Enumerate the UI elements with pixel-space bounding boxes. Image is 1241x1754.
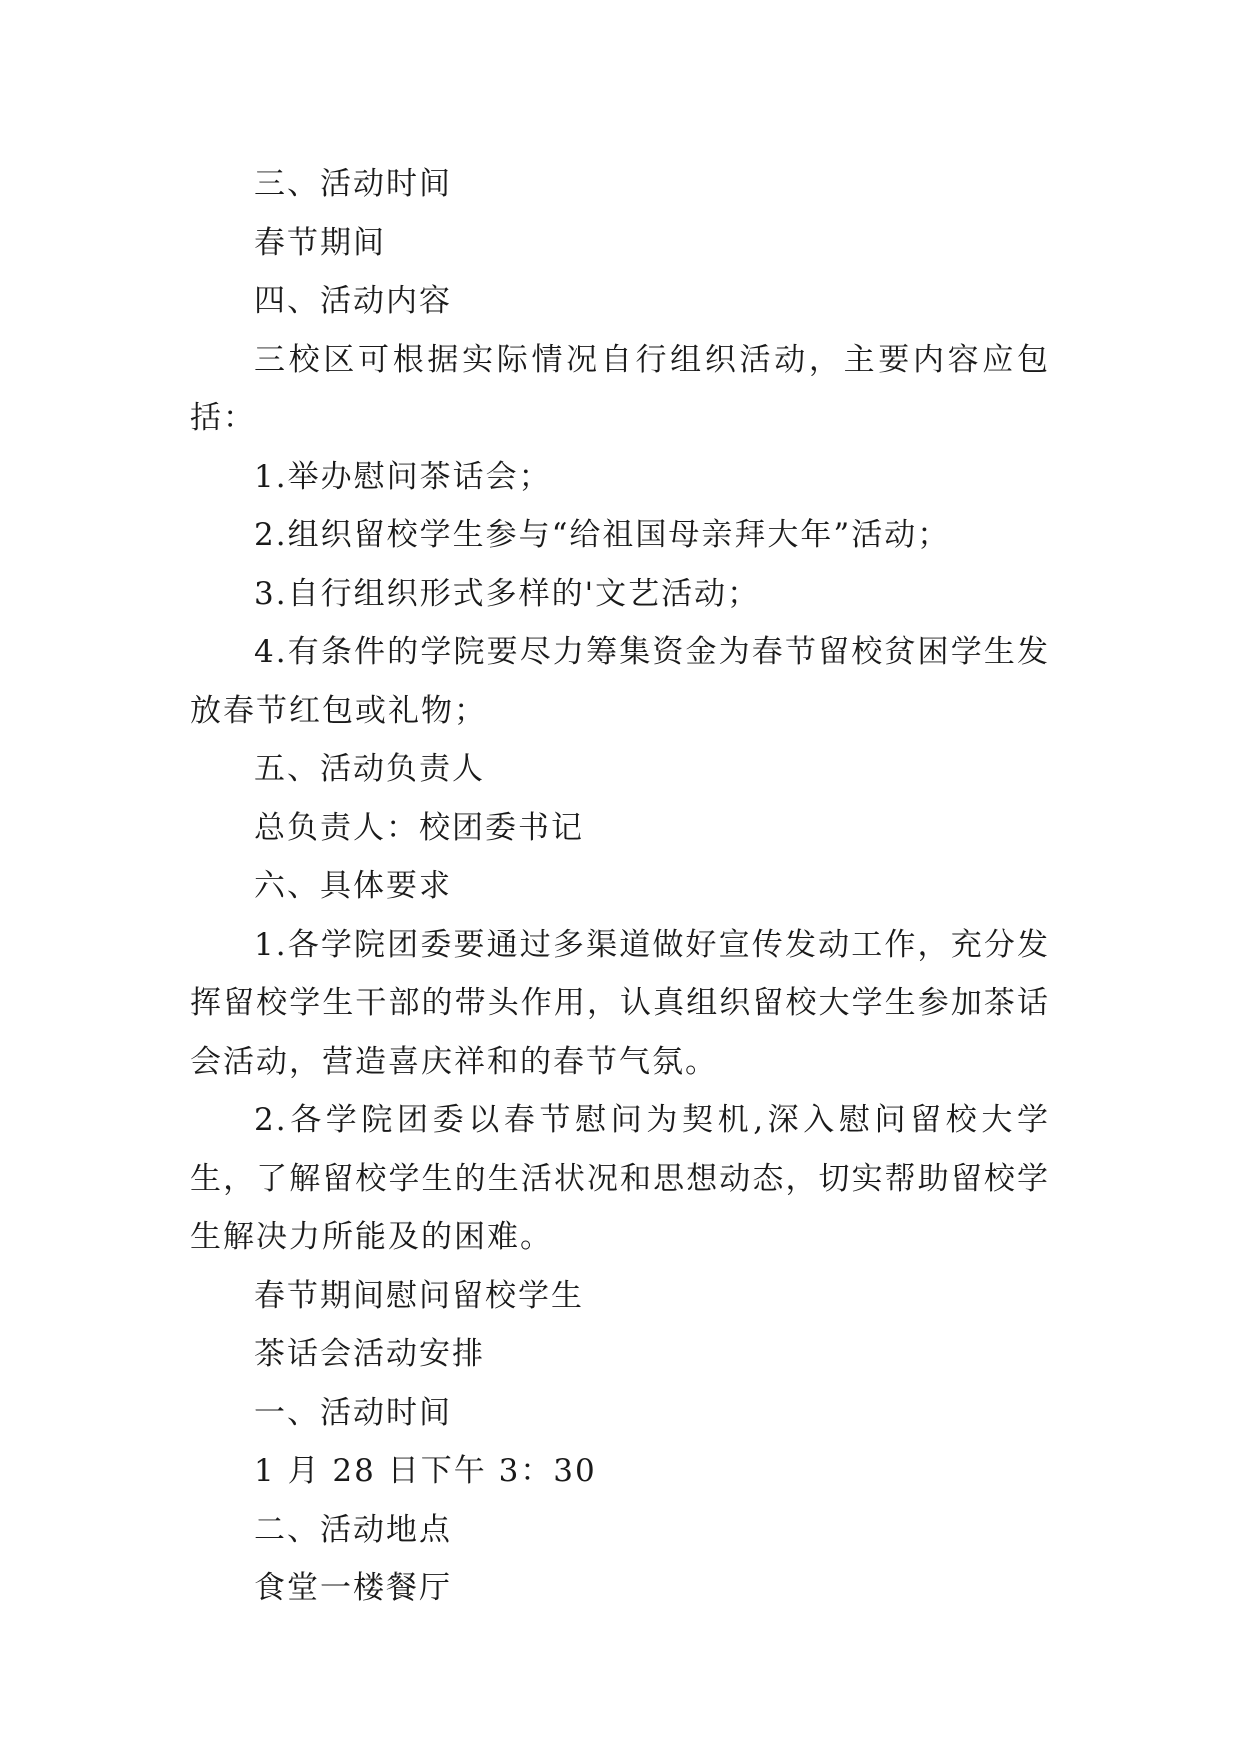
section-heading-activity-time: 三、活动时间 [254,166,452,202]
list-item: 1.各学院团委要通过多渠道做好宣传发动工作，充分发挥留校学生干部的带头作用，认真组织留校大学生参加茶话会活动，营造喜庆祥和的春节气氛。 [190,926,1050,1080]
list-item: 4.有条件的学院要尽力筹集资金为春节留校贫困学生发放春节红包或礼物； [190,634,1050,729]
list-item: 3.自行组织形式多样的'文艺活动； [254,575,761,612]
section-heading-person-in-charge: 五、活动负责人 [254,751,485,787]
section-heading-requirements: 六、具体要求 [254,868,452,904]
paragraph: 总负责人：校团委书记 [254,809,584,846]
paragraph: 春节期间 [254,224,386,261]
section-heading-activity-content: 四、活动内容 [254,283,452,319]
paragraph: 三校区可根据实际情况自行组织活动，主要内容应包括： [190,341,1050,436]
section-heading-location: 二、活动地点 [254,1511,452,1548]
section-heading-activity-time: 一、活动时间 [254,1394,452,1431]
list-item: 1.举办慰问茶话会； [254,458,552,495]
subtitle: 茶话会活动安排 [254,1336,485,1372]
list-item: 2.组织留校学生参与“给祖国母亲拜大年”活动； [254,517,951,553]
list-item: 2.各学院团委以春节慰问为契机,深入慰问留校大学生，了解留校学生的生活状况和思想动态，切实帮助留校学生解决力所能及的困难。 [190,1102,1050,1255]
subtitle: 春节期间慰问留校学生 [254,1277,584,1314]
paragraph: 食堂一楼餐厅 [254,1570,452,1606]
paragraph: 1 月 28 日下午 3：30 [254,1453,597,1489]
document-body [190,155,1050,1618]
